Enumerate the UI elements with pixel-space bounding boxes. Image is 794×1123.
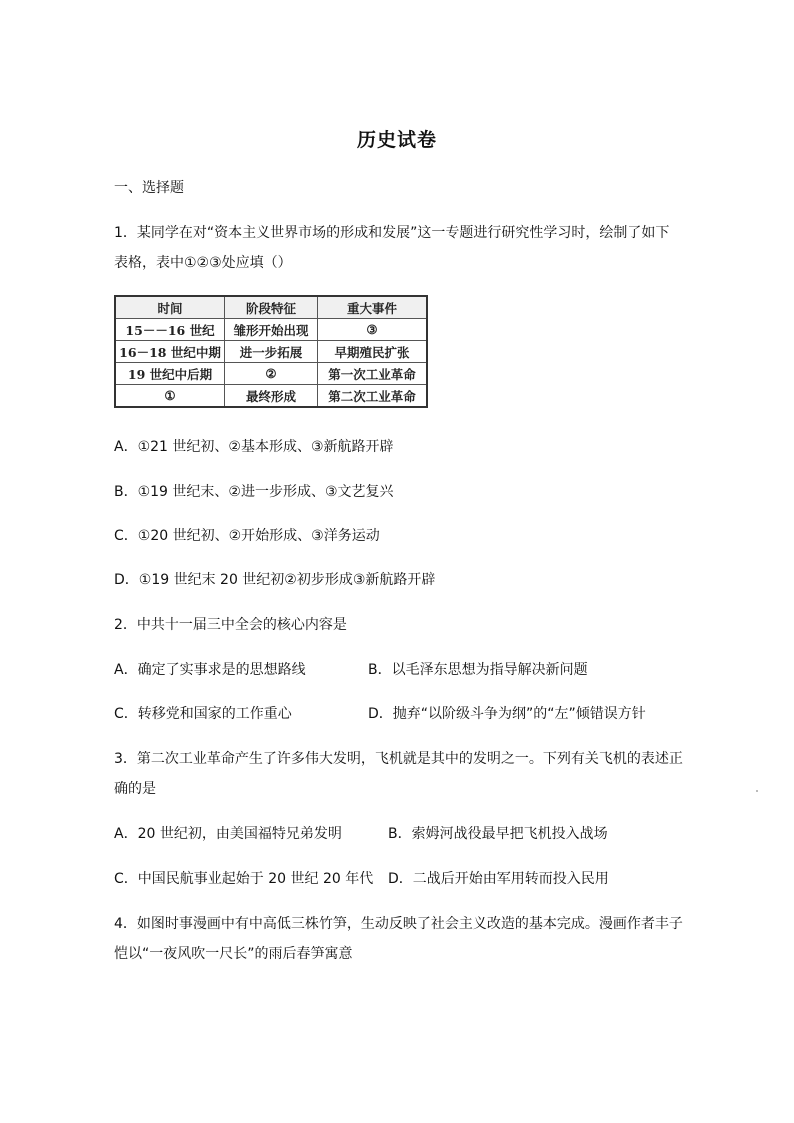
table-header-cell: 重大事件 bbox=[318, 296, 428, 319]
table-header-row bbox=[115, 296, 427, 319]
table-cell: ③ bbox=[318, 319, 428, 341]
table-cell: 第二次工业革命 bbox=[318, 385, 428, 408]
table-cell: 最终形成 bbox=[225, 385, 318, 408]
q2-stem: 2．中共十一届三中全会的核心内容是 bbox=[114, 617, 347, 633]
q3-stem-line2: 确的是 bbox=[114, 781, 156, 797]
q1-stem-line1: 1．某同学在对“资本主义世界市场的形成和发展”这一专题进行研究性学习时，绘制了如下 bbox=[114, 225, 670, 241]
q2-option-d[interactable]: D．抛弃“以阶级斗争为纲”的“左”倾错误方针 bbox=[368, 706, 646, 722]
table-cell: ② bbox=[225, 363, 318, 385]
q1-option-a[interactable]: A．①21 世纪初、②基本形成、③新航路开辟 bbox=[114, 439, 394, 455]
q3-option-d[interactable]: D．二战后开始由军用转而投入民用 bbox=[388, 871, 609, 887]
q4-stem-line1: 4．如图时事漫画中有中高低三株竹笋，生动反映了社会主义改造的基本完成。漫画作者丰子 bbox=[114, 916, 683, 932]
q1-table bbox=[114, 295, 428, 408]
q2-option-b[interactable]: B．以毛泽东思想为指导解决新问题 bbox=[368, 662, 588, 678]
table-cell: 第一次工业革命 bbox=[318, 363, 428, 385]
table-cell: ① bbox=[115, 385, 225, 408]
table-cell: 雏形开始出现 bbox=[225, 319, 318, 341]
q1-option-d[interactable]: D．①19 世纪末 20 世纪初②初步形成③新航路开辟 bbox=[114, 572, 436, 588]
table-row bbox=[115, 319, 427, 341]
q1-option-c[interactable]: C．①20 世纪初、②开始形成、③洋务运动 bbox=[114, 528, 380, 544]
q3-option-c[interactable]: C．中国民航事业起始于 20 世纪 20 年代 bbox=[114, 871, 374, 887]
table-cell: 16－18 世纪中期 bbox=[115, 341, 225, 363]
table-header-cell: 时间 bbox=[115, 296, 225, 319]
table-row bbox=[115, 385, 427, 408]
table-cell: 19 世纪中后期 bbox=[115, 363, 225, 385]
q3-stem-line1: 3．第二次工业革命产生了许多伟大发明，飞机就是其中的发明之一。下列有关飞机的表述正 bbox=[114, 751, 683, 767]
q1-option-b[interactable]: B．①19 世纪末、②进一步形成、③文艺复兴 bbox=[114, 484, 394, 500]
q3-option-a[interactable]: A．20 世纪初，由美国福特兄弟发明 bbox=[114, 826, 342, 842]
q4-stem-line2: 恺以“一夜风吹一尺长”的雨后春笋寓意 bbox=[114, 946, 353, 962]
section-heading: 一、选择题 bbox=[114, 180, 184, 196]
table-row bbox=[115, 341, 427, 363]
q2-option-c[interactable]: C．转移党和国家的工作重心 bbox=[114, 706, 292, 722]
table-row bbox=[115, 363, 427, 385]
scan-speck bbox=[756, 790, 758, 792]
q2-option-a[interactable]: A．确定了实事求是的思想路线 bbox=[114, 662, 306, 678]
q1-stem-line2: 表格，表中①②③处应填（） bbox=[114, 255, 292, 271]
table-cell: 15－－16 世纪 bbox=[115, 319, 225, 341]
table-cell: 进一步拓展 bbox=[225, 341, 318, 363]
page-title: 历史试卷 bbox=[356, 129, 437, 151]
q3-option-b[interactable]: B．索姆河战役最早把飞机投入战场 bbox=[388, 826, 608, 842]
table-cell: 早期殖民扩张 bbox=[318, 341, 428, 363]
table-header-cell: 阶段特征 bbox=[225, 296, 318, 319]
